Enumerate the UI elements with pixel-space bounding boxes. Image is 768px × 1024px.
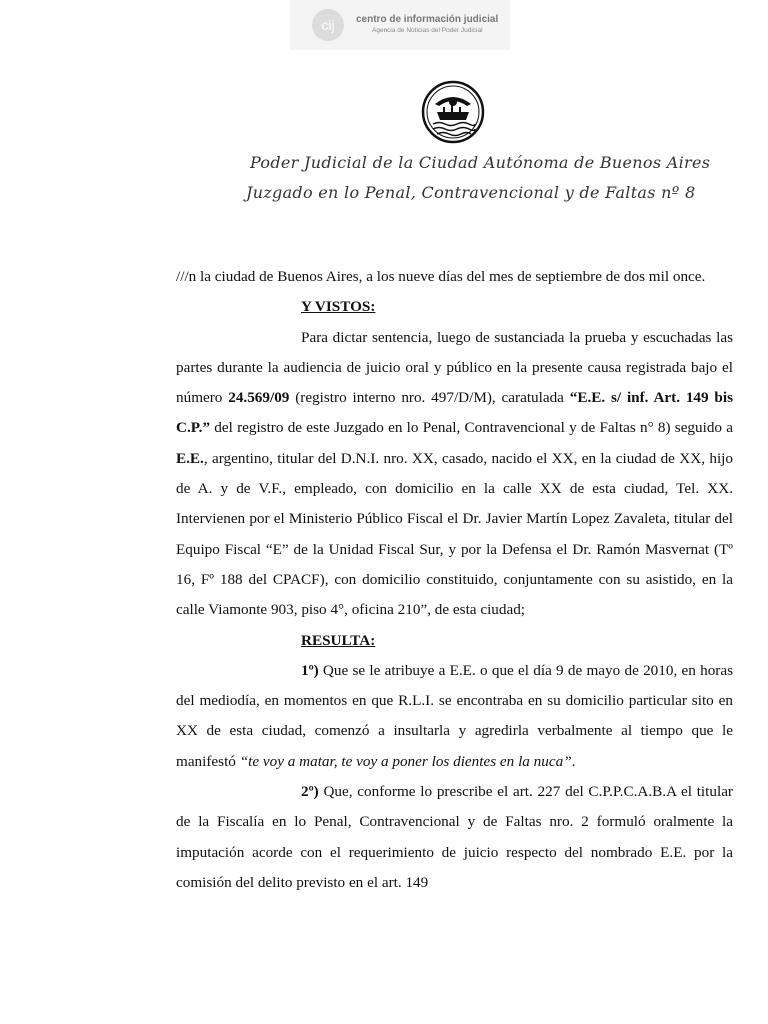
defendant-initials: E.E. bbox=[176, 449, 204, 467]
item-2-number: 2º) bbox=[301, 783, 319, 801]
vistos-text-b: (registro interno nro. 497/D/M), caratulada bbox=[289, 389, 570, 407]
letterhead-juzgado: Juzgado en lo Penal, Contravencional y de Faltas nº 8 bbox=[246, 183, 696, 202]
resulta-item-1 bbox=[176, 656, 733, 777]
item-2-text: Que, conforme lo prescribe el art. 227 del C.P.P.C.A.B.A el titular de la Fiscalía en lo Penal, Contravencional y de Faltas nro. 2 formuló oralmente la imputación acorde con el requerimiento de juicio respecto del nombrado E.E. por la comisión del delito previsto en el art. 149 bbox=[176, 783, 733, 891]
vistos-heading: Y VISTOS: bbox=[301, 298, 376, 316]
resulta-heading: RESULTA: bbox=[301, 631, 376, 649]
vistos-text-a: Para dictar sentencia, luego de sustanciada la prueba y escuchadas las partes durante la audiencia de juicio oral y público en la presente causa registrada bajo el número bbox=[176, 328, 733, 407]
cij-watermark bbox=[290, 0, 510, 50]
resulta-item-2 bbox=[176, 777, 733, 898]
vistos-paragraph bbox=[176, 323, 733, 626]
document-body bbox=[176, 262, 733, 898]
vistos-text-d: , argentino, titular del D.N.I. nro. XX, casado, nacido el XX, en la ciudad de XX, hijo de A. y de V.F., empleado, con domicilio en la calle XX de esta ciudad, Tel. XX. Intervienen por el Ministerio Público Fiscal el Dr. Javier Martín Lopez Zavaleta, titular del Equipo Fiscal “E” de la Unidad Fiscal Sur, y por la Defensa el Dr. Ramón Masvernat (Tº 16, Fº 188 del CPACF), con domicilio constituido, conjuntamente con su asistido, en la calle Viamonte 903, piso 4°, oficina 210”, de esta ciudad; bbox=[176, 449, 733, 619]
cij-logo-icon: cij bbox=[312, 9, 344, 41]
city-seal-icon bbox=[421, 80, 485, 144]
case-caption: “E.E. s/ inf. Art. 149 bis C.P.” bbox=[176, 389, 733, 437]
opening-paragraph: ///n la ciudad de Buenos Aires, a los nueve días del mes de septiembre de dos mil once. bbox=[176, 268, 706, 285]
item-1-text: Que se le atribuye a E.E. o que el día 9 de mayo de 2010, en horas del mediodía, en momentos en que R.L.I. se encontraba en su domicilio particular sito en XX de esta ciudad, comenzó a insultarla y agredirla verbalmente al tiempo que le manifestó bbox=[176, 661, 733, 770]
watermark-title: centro de información judicial bbox=[356, 14, 499, 25]
case-number: 24.569/09 bbox=[228, 389, 290, 407]
item-1-number: 1º) bbox=[301, 661, 319, 679]
vistos-text-c: del registro de este Juzgado en lo Penal, Contravencional y de Faltas n° 8) seguido a bbox=[210, 419, 733, 437]
letterhead-court: Poder Judicial de la Ciudad Autónoma de Buenos Aires bbox=[250, 153, 711, 172]
threat-quote: “te voy a matar, te voy a poner los dientes en la nuca” bbox=[239, 752, 572, 770]
item-1-end: . bbox=[571, 752, 576, 770]
watermark-subtitle: Agencia de Noticias del Poder Judicial bbox=[372, 27, 483, 34]
